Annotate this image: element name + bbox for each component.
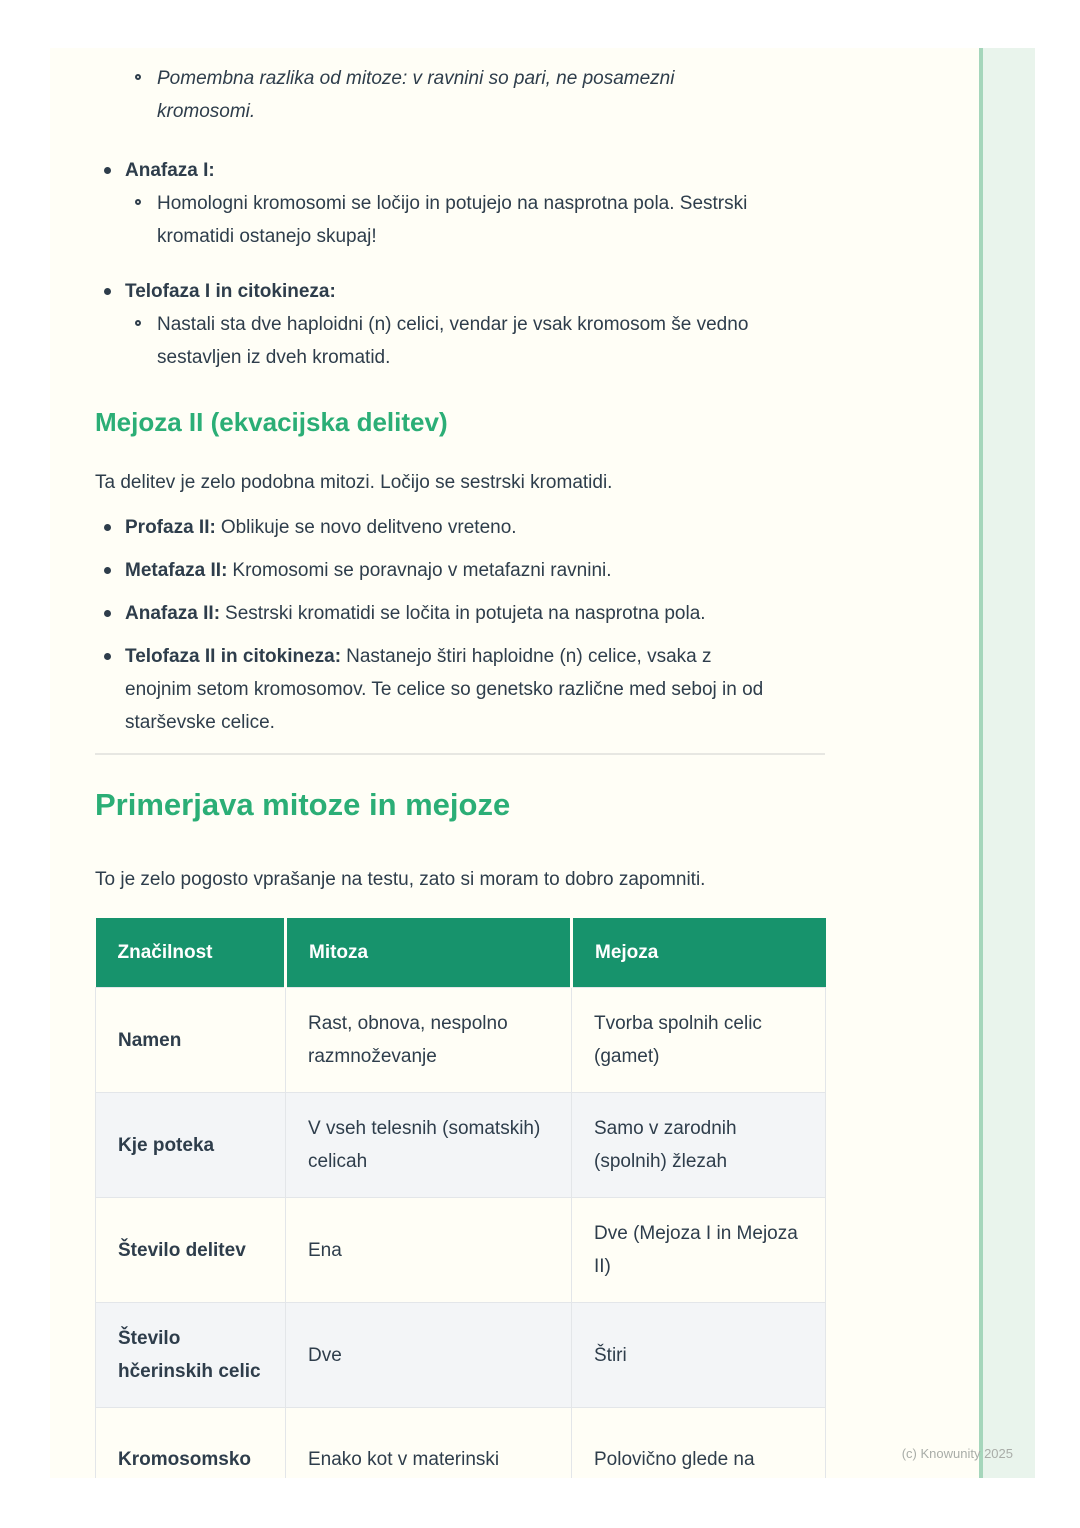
bullet-dot-icon (104, 524, 111, 531)
column-header-mejoza: Mejoza (572, 918, 826, 988)
note-text: Pomembna razlika od mitoze: v ravnini so pari, ne posamezni kromosomi. (157, 68, 675, 122)
phase-label: Anafaza II: (125, 603, 221, 624)
list-item (95, 640, 825, 739)
cell-mejoza: Tvorba spolnih celic (gamet) (572, 988, 826, 1093)
cell-mejoza: Samo v zarodnih (spolnih) žlezah (572, 1093, 826, 1198)
phase-label: Telofaza I in citokineza: (125, 281, 336, 302)
list-item (95, 511, 825, 544)
comparison-table (95, 918, 826, 1478)
cell-mitoza: Dve (286, 1303, 572, 1408)
phase-label: Telofaza II in citokineza: (125, 646, 342, 667)
bullet-dot-icon (104, 288, 111, 295)
section-divider (95, 753, 825, 755)
table-row (96, 1408, 826, 1479)
row-feature: Kje poteka (96, 1093, 286, 1198)
cell-mitoza: V vseh telesnih (somatskih) celicah (286, 1093, 572, 1198)
section-heading-primerjava: Primerjava mitoze in mejoze (95, 787, 511, 822)
phase-description: Oblikuje se novo delitveno vreteno. (220, 517, 517, 538)
section-heading-mejoza2: Mejoza II (ekvacijska delitev) (95, 407, 448, 437)
list-item (95, 187, 825, 253)
phase-list (95, 511, 825, 739)
list-item (95, 597, 825, 630)
row-feature: Kromosomsko (96, 1408, 286, 1479)
row-feature: Število hčerinskih celic (96, 1303, 286, 1408)
column-header-znacilnost: Značilnost (96, 918, 286, 988)
bullet-circle-icon (135, 74, 141, 80)
cell-mejoza: Štiri (572, 1303, 826, 1408)
list-item (95, 154, 825, 187)
bullet-circle-icon (135, 199, 141, 205)
table-row (96, 988, 826, 1093)
list-item (95, 62, 825, 128)
notes-page (50, 48, 1035, 1478)
bullet-dot-icon (104, 653, 111, 660)
cell-mitoza: Ena (286, 1198, 572, 1303)
column-header-mitoza: Mitoza (286, 918, 572, 988)
table-row (96, 1093, 826, 1198)
phase-label: Profaza II: (125, 517, 216, 538)
table-header-row (96, 918, 826, 988)
cell-mitoza: Rast, obnova, nespolno razmnoževanje (286, 988, 572, 1093)
page-content (95, 48, 825, 1478)
section-intro: To je zelo pogosto vprašanje na testu, zato si moram to dobro zapomniti. (95, 869, 706, 890)
row-feature: Namen (96, 988, 286, 1093)
page-side-stripe (979, 48, 1035, 1478)
list-item (95, 275, 825, 308)
list-item (95, 554, 825, 587)
section-intro: Ta delitev je zelo podobna mitozi. Ločijo se sestrski kromatidi. (95, 472, 613, 493)
phase-description: Kromosomi se poravnajo v metafazni ravnini. (232, 560, 612, 581)
list-item (95, 308, 825, 374)
bullet-dot-icon (104, 610, 111, 617)
row-feature: Število delitev (96, 1198, 286, 1303)
cell-mitoza: Enako kot v materinski (286, 1408, 572, 1479)
phase-label: Metafaza II: (125, 560, 228, 581)
bullet-circle-icon (135, 320, 141, 326)
cell-mejoza: Dve (Mejoza I in Mejoza II) (572, 1198, 826, 1303)
phase-description: Homologni kromosomi se ločijo in potujejo na nasprotna pola. Sestrski kromatidi ostanejo skupaj! (157, 193, 748, 247)
bullet-dot-icon (104, 167, 111, 174)
table-row (96, 1198, 826, 1303)
phase-description: Nastanejo štiri haploidne (n) celice, vsaka z enojnim setom kromosomov. Te celice so genetsko različne med seboj in od starševske celice. (125, 646, 764, 733)
copyright-watermark: (c) Knowunity 2025 (901, 1446, 1013, 1461)
cell-mejoza: Polovično glede na (572, 1408, 826, 1479)
phase-description: Nastali sta dve haploidni (n) celici, vendar je vsak kromosom še vedno sestavljen iz dveh kromatid. (157, 314, 749, 368)
bullet-dot-icon (104, 567, 111, 574)
phase-label: Anafaza I: (125, 160, 215, 181)
table-row (96, 1303, 826, 1408)
phase-description: Sestrski kromatidi se ločita in potujeta na nasprotna pola. (225, 603, 706, 624)
